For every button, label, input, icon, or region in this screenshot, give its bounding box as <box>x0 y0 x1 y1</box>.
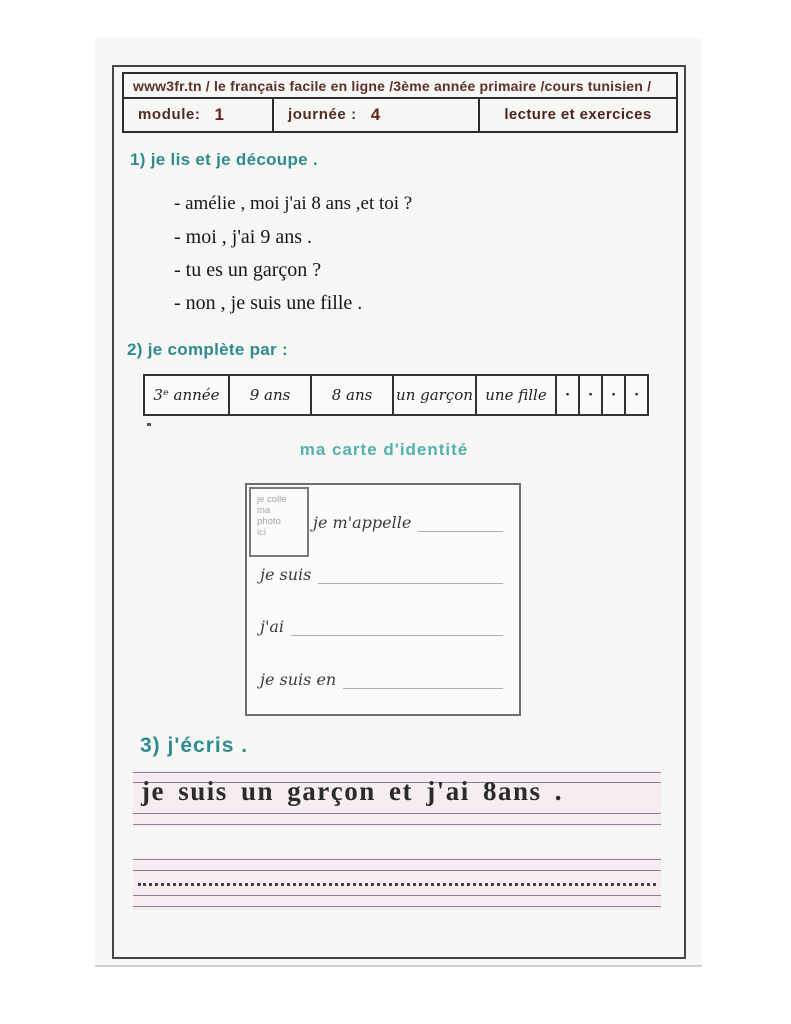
category-cell <box>480 98 676 131</box>
word-bank-table <box>143 374 649 416</box>
identity-card <box>245 483 521 716</box>
field-label: je suis <box>260 565 312 584</box>
empty-dot-cell: · <box>580 376 603 414</box>
ruled-line <box>133 870 661 871</box>
ruled-line <box>133 895 661 896</box>
exercise2-title: 2) je complète par : <box>127 340 288 359</box>
word-cell: un garçon <box>394 376 477 414</box>
empty-writing-area <box>133 857 661 910</box>
photo-note-line: ici <box>257 527 266 538</box>
ruled-line <box>133 859 661 860</box>
exercise1-title: 1) je lis et je découpe . <box>130 150 318 169</box>
ruled-line <box>133 824 661 825</box>
module-label: module: <box>138 106 201 123</box>
word-cell: 9 ans <box>230 376 312 414</box>
day-value: 4 <box>370 104 381 124</box>
site-banner <box>122 72 678 99</box>
identity-card-title: ma carte d'identité <box>299 440 469 459</box>
day-cell <box>274 98 480 131</box>
field-row-name <box>313 513 503 532</box>
dialogue-block <box>174 193 412 325</box>
empty-dot-cell: · <box>557 376 580 414</box>
stray-pen-mark <box>147 423 151 426</box>
photo-note-line: je colle <box>257 494 287 505</box>
field-label: je suis en <box>260 670 337 689</box>
blank-write-line <box>343 673 503 689</box>
category-label: lecture et exercices <box>504 106 652 123</box>
field-label: je m'appelle <box>313 513 412 532</box>
ruled-line <box>133 906 661 907</box>
empty-dot-cell: · <box>634 387 639 403</box>
blank-write-line <box>418 516 503 532</box>
model-sentence: je suis un garçon et j'ai 8ans . <box>141 776 564 806</box>
field-label: j'ai <box>260 617 285 636</box>
dotted-guide-line <box>138 883 656 886</box>
field-row-je-suis-en <box>260 670 503 689</box>
day-label: journée : <box>288 106 357 123</box>
module-cell <box>124 98 274 131</box>
module-value: 1 <box>214 104 224 124</box>
blank-write-line <box>291 620 503 636</box>
photo-note-line: ma <box>257 505 271 516</box>
word-cell: 3ᵉ année <box>145 376 230 414</box>
dialogue-line: - moi , j'ai 9 ans . <box>174 226 313 248</box>
exercise3-title: 3) j'écris . <box>140 734 249 757</box>
photo-placeholder-box <box>249 487 309 557</box>
field-row-je-suis <box>260 565 503 584</box>
ruled-line <box>133 813 661 814</box>
model-writing-area <box>133 770 661 827</box>
photo-note-line: photo <box>257 516 281 527</box>
dialogue-line: - amélie , moi j'ai 8 ans ,et toi ? <box>174 193 413 214</box>
ruled-line <box>133 772 661 773</box>
meta-row <box>122 98 678 133</box>
blank-write-line <box>318 568 503 584</box>
empty-dot-cell: · <box>603 376 626 414</box>
dialogue-line: - tu es un garçon ? <box>174 259 322 281</box>
dialogue-line: - non , je suis une fille . <box>174 292 363 314</box>
field-row-jai <box>260 617 503 636</box>
word-cell: une fille <box>477 376 557 414</box>
site-banner-text: www3fr.tn / le français facile en ligne /3ème année primaire /cours tunisien / <box>133 77 652 94</box>
word-cell: 8 ans <box>312 376 394 414</box>
